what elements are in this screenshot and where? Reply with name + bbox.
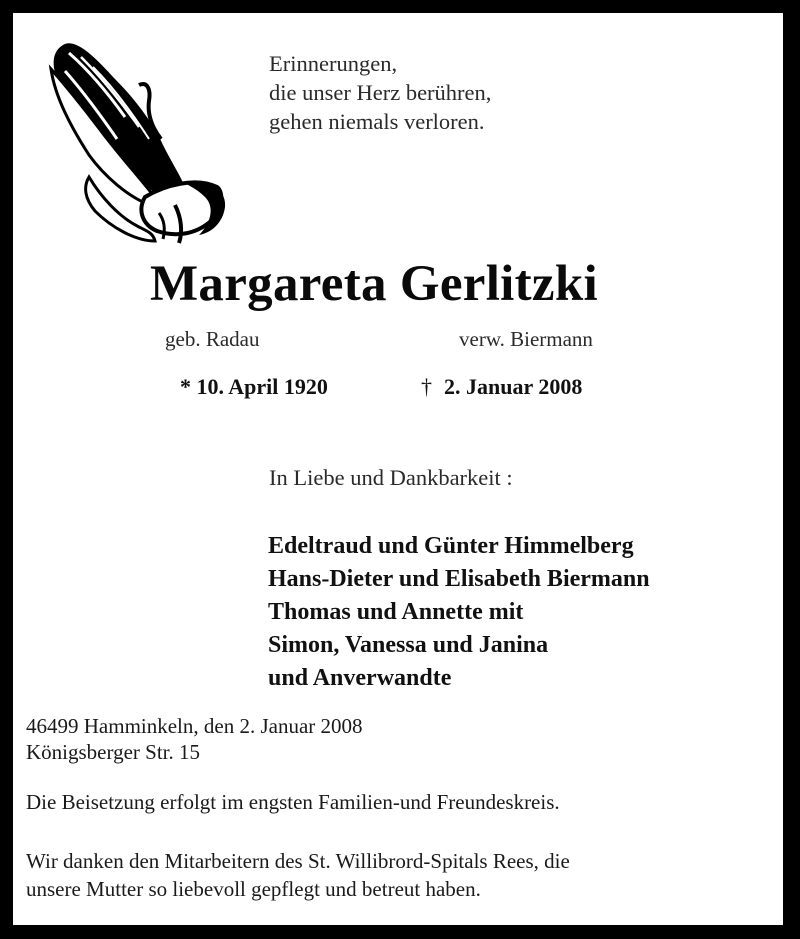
death-date-text: 2. Januar 2008 (444, 374, 583, 399)
thanks-line: In Liebe und Dankbarkeit : (269, 465, 513, 490)
mourners-list (268, 530, 650, 695)
cross-icon: † (421, 374, 432, 399)
mourner-line: Thomas und Annette mit (268, 599, 524, 625)
deceased-name: Margareta Gerlitzki (150, 256, 598, 312)
widowed-name: verw. Biermann (459, 327, 593, 351)
mourner-line: Simon, Vanessa und Janina (268, 632, 549, 658)
obituary-notice (13, 13, 783, 925)
memorial-quote (269, 49, 491, 136)
mourner-line: Hans-Dieter und Elisabeth Biermann (268, 566, 650, 592)
birth-date-text: 10. April 1920 (196, 374, 328, 399)
birth-date (180, 374, 328, 400)
mourner-line: Edeltraud und Günter Himmelberg (268, 533, 634, 559)
quote-line: Erinnerungen, (269, 51, 398, 76)
address-block (26, 713, 363, 765)
mourner-line: und Anverwandte (268, 665, 452, 691)
praying-hands-icon (35, 27, 231, 247)
quote-line: die unser Herz berühren, (269, 80, 492, 105)
street-address: Königsberger Str. 15 (26, 740, 201, 764)
birth-star-icon: * (180, 374, 191, 399)
burial-note: Die Beisetzung erfolgt im engsten Familien-und Freundeskreis. (26, 790, 560, 814)
gratitude-line: Wir danken den Mitarbeitern des St. Willibrord-Spitals Rees, die (26, 849, 570, 873)
place-date: 46499 Hamminkeln, den 2. Januar 2008 (26, 714, 363, 738)
gratitude-line: unsere Mutter so liebevoll gepflegt und betreut haben. (26, 877, 481, 901)
gratitude-note (26, 847, 570, 903)
death-date (421, 374, 582, 400)
maiden-name: geb. Radau (165, 327, 260, 351)
quote-line: gehen niemals verloren. (269, 109, 485, 134)
